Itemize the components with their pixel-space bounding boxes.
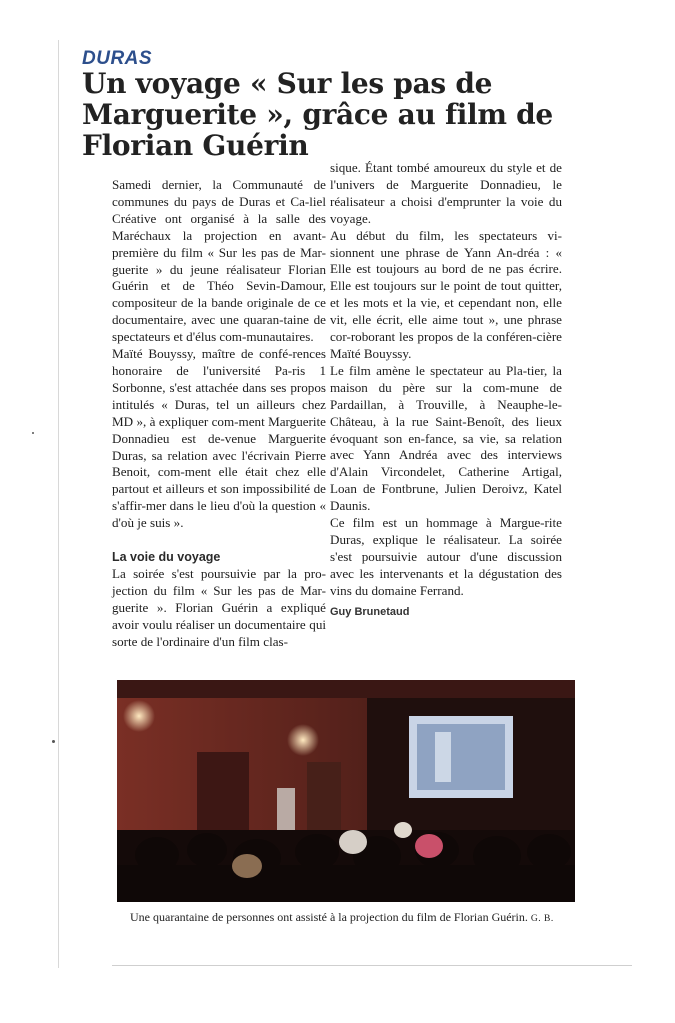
- projected-figure: [435, 732, 451, 782]
- wall-lamp: [287, 724, 319, 756]
- screening-room-illustration: [117, 680, 575, 902]
- paragraph: Au début du film, les spectateurs vi-sionnent une phrase de Yann An-dréa : « Elle est toujours au bord de ne pas écrire. Elle est toujours sur le point de tout quitter, et les mots et la vie, et cependant non, elle vit, elle écrit, elle aime tout », une phrase cor-roborant les propos de la conféren-cière Maïté Bouyssy.: [330, 227, 562, 361]
- photo-caption: [130, 908, 570, 928]
- spectator-head: [415, 834, 443, 858]
- paragraph: La soirée s'est poursuivie par la pro-jection du film « Sur les pas de Mar-guerite ». Florian Guérin a expliqué avoir voulu réaliser un documentaire qui sorte de l'ordinaire d'un film clas-: [112, 565, 326, 649]
- article-subhead: La voie du voyage: [112, 550, 221, 565]
- paragraph: Ce film est un hommage à Margue-rite Duras, explique le réalisateur. La soirée s'est poursuivie autour d'une discussion avec les intervenants et la dégustation des vins du domaine Ferrand.: [330, 515, 562, 598]
- paragraph: sique. Étant tombé amoureux du style et de l'univers de Marguerite Donnadieu, le réalisateur a choisi d'emprunter la voie du voyage.: [330, 160, 562, 226]
- paragraph: Samedi dernier, la Communauté de communes du pays de Duras et Ca-liel Créative ont organisé à la salle des Maréchaux la projection en avant-première du film « Sur les pas de Mar-guerite » du jeune réalisateur Florian Guérin et de Théo Sevin-Damour, compositeur de la bande originale de ce documentaire, avec une quaran-taine de spectateurs et d'élus com-munautaires.: [112, 177, 326, 345]
- clipping-bottom-rule: [112, 965, 632, 966]
- article-signature: Guy Brunetaud: [330, 605, 410, 618]
- paragraph: Le film amène le spectateur au Pla-tier, la maison du père sur la com-mune de Pardaillan, à Trouville, à Neauphe-le-Château, à la rue Saint-Benoît, des lieux évoquant son en-fance, sa vie, sa relation avec Yann Andréa avec des interviews d'Alain Vircondelet, Catherine Artigal, Loan de Fontbrune, Julien Deroivz, Katel Daunis.: [330, 362, 562, 514]
- paragraph: Maïté Bouyssy, maître de confé-rences honoraire de l'université Pa-ris 1 Sorbonne, s'est attachée dans ses propos intitulés « Duras, tel un ailleurs chez MD », à expliquer com-ment Marguerite Donnadieu est de-venue Marguerite Duras, sa relation avec l'écrivain Pierre Benoit, com-ment elle était chez elle partout et ailleurs et son impossibilité de s'affir-mer dans le lieu d'où la question « d'où je suis ».: [112, 346, 326, 531]
- photo-credit: G. B.: [530, 914, 554, 924]
- ceiling: [117, 680, 575, 698]
- spectator-head: [394, 822, 412, 838]
- article-column-left: [112, 177, 326, 650]
- scan-speck: [52, 740, 55, 743]
- caption-text: Une quarantaine de personnes ont assisté à la projection du film de Florian Guérin.: [130, 910, 528, 924]
- article-headline: Un voyage « Sur les pas de Marguerite », grâce au film de Florian Guérin: [82, 67, 553, 162]
- spectator-head: [232, 854, 262, 878]
- spectator-head: [339, 830, 367, 854]
- article-photo: [117, 680, 575, 902]
- article-kicker: DURAS: [82, 48, 153, 69]
- wall-lamp: [123, 700, 155, 732]
- scan-edge-line: [58, 40, 59, 968]
- banner: [277, 788, 295, 834]
- article-column-right: [330, 160, 562, 620]
- scan-speck: [32, 432, 34, 434]
- projected-image: [417, 724, 505, 790]
